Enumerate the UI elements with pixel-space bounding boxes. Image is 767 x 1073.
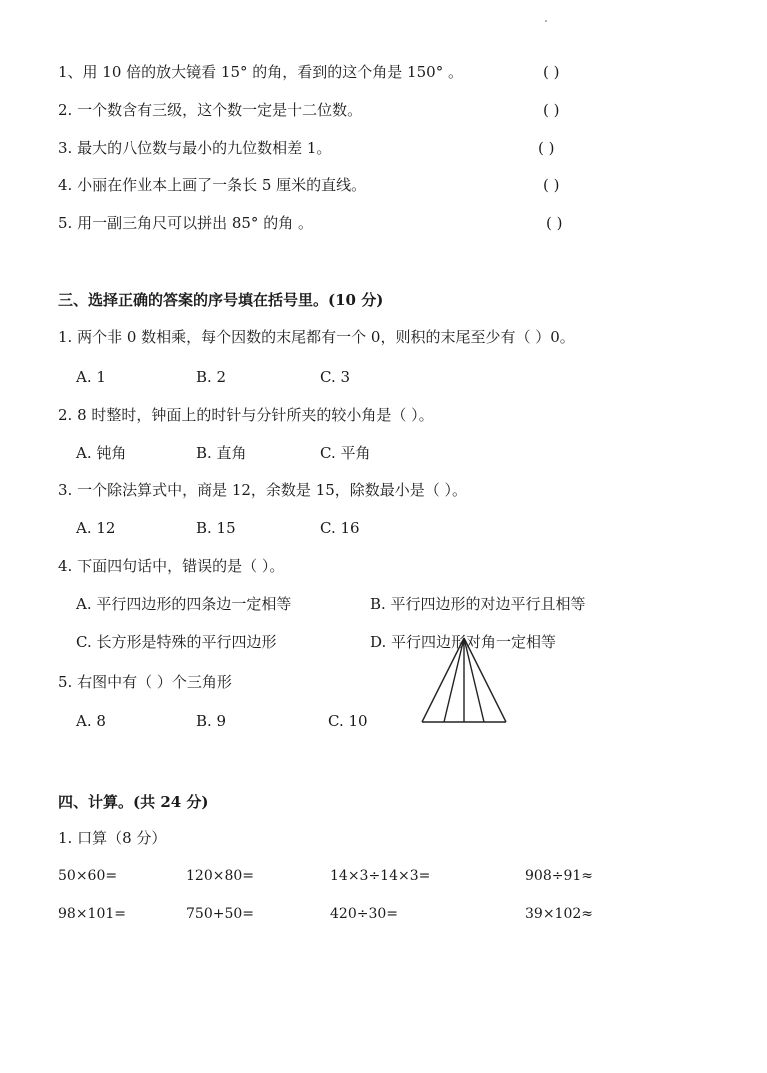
choice-q2-option-c[interactable]: C. 平角 xyxy=(320,444,371,462)
judge-answer-4[interactable]: ( ) xyxy=(543,176,560,194)
judge-answer-1[interactable]: ( ) xyxy=(543,63,560,81)
choice-q5-option-c[interactable]: C. 10 xyxy=(328,712,368,730)
calc-5[interactable]: 98×101= xyxy=(58,906,126,922)
choice-q3: 3. 一个除法算式中，商是 12，余数是 15，除数最小是（ ）。 xyxy=(58,481,468,499)
judge-answer-3[interactable]: ( ) xyxy=(538,139,555,157)
judge-answer-2[interactable]: ( ) xyxy=(543,101,560,119)
choice-q4-option-b[interactable]: B. 平行四边形的对边平行且相等 xyxy=(370,595,586,613)
choice-q3-option-a[interactable]: A. 12 xyxy=(76,519,116,537)
calc-1[interactable]: 50×60= xyxy=(58,868,118,884)
triangle-figure xyxy=(418,634,510,726)
choice-q3-option-b[interactable]: B. 15 xyxy=(196,519,236,537)
section4-sub1: 1. 口算（8 分） xyxy=(58,829,167,847)
choice-q1-option-a[interactable]: A. 1 xyxy=(76,368,106,386)
choice-q2-option-a[interactable]: A. 钝角 xyxy=(76,444,127,462)
calc-7[interactable]: 420÷30= xyxy=(330,906,398,922)
choice-q1-option-c[interactable]: C. 3 xyxy=(320,368,351,386)
judge-item-1: 1、用 10 倍的放大镜看 15° 的角，看到的这个角是 150° 。 xyxy=(58,63,463,81)
choice-q4: 4. 下面四句话中，错误的是（ ）。 xyxy=(58,557,285,575)
calc-4[interactable]: 908÷91≈ xyxy=(525,868,593,884)
calc-3[interactable]: 14×3÷14×3= xyxy=(330,868,431,884)
judge-item-3: 3. 最大的八位数与最小的九位数相差 1。 xyxy=(58,139,332,157)
choice-q4-option-c[interactable]: C. 长方形是特殊的平行四边形 xyxy=(76,633,277,651)
calc-2[interactable]: 120×80= xyxy=(186,868,254,884)
section3-title: 三、选择正确的答案的序号填在括号里。(10 分) xyxy=(58,291,384,309)
choice-q1-option-b[interactable]: B. 2 xyxy=(196,368,227,386)
choice-q2-option-b[interactable]: B. 直角 xyxy=(196,444,247,462)
choice-q1: 1. 两个非 0 数相乘，每个因数的末尾都有一个 0，则积的末尾至少有（ ）0。 xyxy=(58,328,575,346)
choice-q4-option-d[interactable]: D. 平行四边形对角一定相等 xyxy=(370,633,557,651)
scan-speck xyxy=(545,20,547,22)
choice-q5-option-a[interactable]: A. 8 xyxy=(76,712,106,730)
calc-8[interactable]: 39×102≈ xyxy=(525,906,593,922)
judge-item-4: 4. 小丽在作业本上画了一条长 5 厘米的直线。 xyxy=(58,176,367,194)
choice-q3-option-c[interactable]: C. 16 xyxy=(320,519,360,537)
choice-q2: 2. 8 时整时，钟面上的时针与分针所夹的较小角是（ ）。 xyxy=(58,406,434,424)
choice-q5: 5. 右图中有（ ）个三角形 xyxy=(58,673,232,691)
section4-title: 四、计算。(共 24 分) xyxy=(58,793,209,811)
judge-item-5: 5. 用一副三角尺可以拼出 85° 的角 。 xyxy=(58,214,313,232)
calc-6[interactable]: 750+50= xyxy=(186,906,254,922)
judge-item-2: 2. 一个数含有三级，这个数一定是十二位数。 xyxy=(58,101,363,119)
judge-answer-5[interactable]: ( ) xyxy=(546,214,563,232)
choice-q5-option-b[interactable]: B. 9 xyxy=(196,712,227,730)
choice-q4-option-a[interactable]: A. 平行四边形的四条边一定相等 xyxy=(76,595,292,613)
